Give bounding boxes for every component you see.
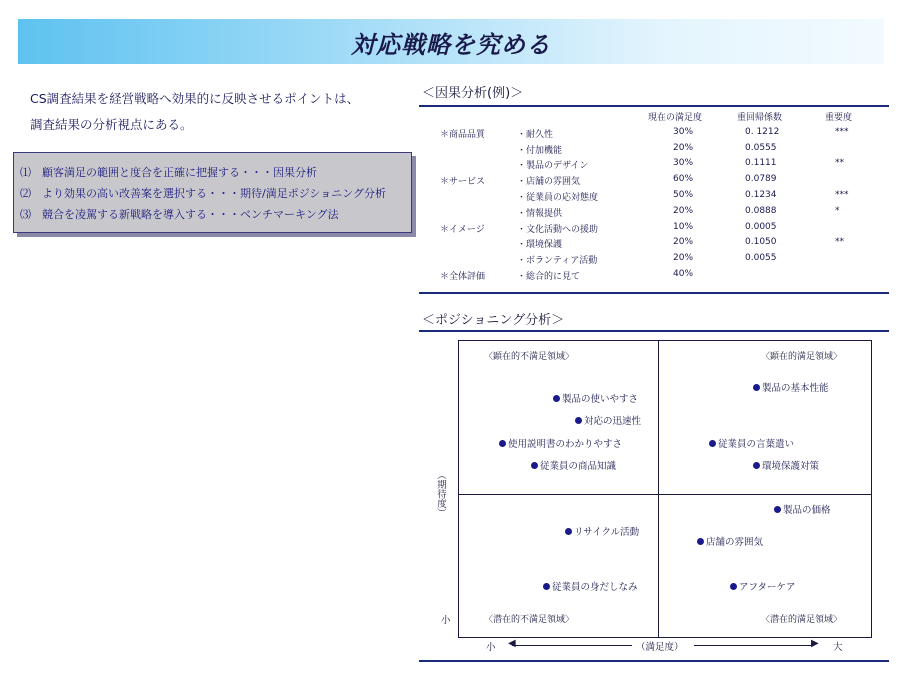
plot-point bbox=[575, 413, 641, 427]
intro-line-1: CS調査結果を経営戦略へ効果的に反映させるポイントは、 bbox=[30, 91, 360, 106]
coefficient-cell: 0.0055 bbox=[745, 253, 777, 264]
plot-point bbox=[753, 458, 819, 472]
coefficient-cell: 0.1111 bbox=[745, 158, 777, 169]
causal-analysis-title: ＜因果分析(例)＞ bbox=[422, 86, 524, 101]
plot-point bbox=[730, 579, 795, 593]
category-cell: ＊商品品質 bbox=[440, 129, 486, 140]
plot-point-label: 使用説明書のわかりやすさ bbox=[508, 439, 623, 450]
plot-point bbox=[553, 391, 638, 405]
satisfaction-cell: 60% bbox=[673, 174, 694, 185]
positioning-plot bbox=[458, 340, 872, 638]
importance-cell: ** bbox=[835, 237, 844, 248]
table-row bbox=[420, 173, 888, 189]
x-axis-large-label: 大 bbox=[833, 642, 843, 653]
point-marker-icon bbox=[753, 462, 760, 469]
point-marker-icon bbox=[565, 528, 572, 535]
x-axis-left-arrow-line bbox=[512, 645, 632, 646]
table-row bbox=[420, 268, 888, 284]
x-axis-small-label: 小 bbox=[486, 642, 496, 653]
satisfaction-cell: 30% bbox=[673, 158, 694, 169]
table-header-row bbox=[420, 110, 888, 126]
satisfaction-cell: 20% bbox=[673, 237, 694, 248]
satisfaction-cell: 20% bbox=[673, 253, 694, 264]
causal-bottom-rule bbox=[419, 292, 889, 294]
point-marker-icon bbox=[543, 583, 550, 590]
item-cell: ・店舗の雰囲気 bbox=[517, 177, 581, 188]
table-row bbox=[420, 189, 888, 205]
y-axis-label: （期待度） bbox=[435, 470, 446, 518]
arrow-right-icon: ▶ bbox=[811, 638, 819, 649]
point-marker-icon bbox=[753, 384, 760, 391]
title-bar bbox=[18, 19, 884, 64]
plot-point bbox=[531, 458, 616, 472]
category-cell: ＊イメージ bbox=[440, 224, 485, 235]
table-row bbox=[420, 252, 888, 268]
plot-point bbox=[709, 436, 794, 450]
satisfaction-cell: 30% bbox=[673, 126, 694, 137]
quadrant-label-bottom-left: 〈潜在的不満足領域〉 bbox=[484, 615, 575, 625]
intro-line-2: 調査結果の分析視点にある。 bbox=[30, 117, 193, 132]
point-marker-icon bbox=[531, 462, 538, 469]
key-point: ⑵ より効果の高い改善案を選択する・・・期待/満足ポジショニング分析 bbox=[20, 187, 386, 200]
plot-point bbox=[565, 524, 639, 538]
item-cell: ・環境保護 bbox=[517, 240, 563, 251]
plot-point-label: 対応の迅速性 bbox=[584, 416, 642, 427]
item-cell: ・従業員の応対態度 bbox=[517, 192, 599, 203]
item-cell: ・文化活動への援助 bbox=[517, 224, 599, 235]
page-title: 対応戦略を究める bbox=[351, 31, 551, 59]
table-row bbox=[420, 236, 888, 252]
header-importance: 重要度 bbox=[825, 113, 853, 123]
category-cell: ＊サービス bbox=[440, 177, 486, 188]
coefficient-cell: 0.0888 bbox=[745, 205, 777, 216]
satisfaction-cell: 50% bbox=[673, 189, 694, 200]
plot-point-label: 環境保護対策 bbox=[762, 461, 820, 472]
plot-point bbox=[753, 380, 829, 394]
point-marker-icon bbox=[730, 583, 737, 590]
table-row bbox=[420, 221, 888, 237]
point-marker-icon bbox=[709, 440, 716, 447]
plot-point bbox=[774, 502, 831, 516]
key-points-box bbox=[13, 152, 412, 233]
coefficient-cell: 0.0005 bbox=[745, 221, 777, 232]
plot-point-label: 店舗の雰囲気 bbox=[706, 537, 764, 548]
item-cell: ・付加機能 bbox=[517, 145, 563, 156]
point-marker-icon bbox=[774, 506, 781, 513]
point-marker-icon bbox=[553, 395, 560, 402]
table-row bbox=[420, 205, 888, 221]
key-point: ⑶ 競合を凌駕する新戦略を導入する・・・ベンチマーキング法 bbox=[20, 208, 339, 221]
plot-point bbox=[697, 534, 763, 548]
plot-point-label: アフターケア bbox=[739, 582, 796, 593]
quadrant-divider-vertical bbox=[658, 341, 659, 637]
point-marker-icon bbox=[575, 417, 582, 424]
causal-table bbox=[420, 110, 888, 284]
arrow-left-icon: ◀ bbox=[508, 638, 516, 649]
importance-cell: *** bbox=[835, 126, 849, 137]
coefficient-cell: 0.1234 bbox=[745, 189, 777, 200]
satisfaction-cell: 40% bbox=[673, 268, 694, 279]
satisfaction-cell: 20% bbox=[673, 142, 694, 153]
item-cell: ・耐久性 bbox=[517, 129, 554, 140]
quadrant-label-bottom-right: 〈潜在的満足領域〉 bbox=[761, 615, 843, 625]
plot-point-label: リサイクル活動 bbox=[574, 527, 640, 538]
point-marker-icon bbox=[499, 440, 506, 447]
satisfaction-cell: 10% bbox=[673, 221, 694, 232]
item-cell: ・情報提供 bbox=[517, 208, 563, 219]
x-axis-right-arrow-line bbox=[694, 645, 814, 646]
category-cell: ＊全体評価 bbox=[440, 271, 486, 282]
importance-cell: *** bbox=[835, 189, 849, 200]
coefficient-cell: 0.0789 bbox=[745, 174, 777, 185]
y-axis-small-label: 小 bbox=[441, 615, 451, 626]
causal-top-rule bbox=[419, 105, 889, 107]
table-row bbox=[420, 157, 888, 173]
key-point: ⑴ 顧客満足の範囲と度合を正確に把握する・・・因果分析 bbox=[20, 166, 317, 179]
plot-point-label: 従業員の言葉遣い bbox=[718, 439, 795, 450]
coefficient-cell: 0. 1212 bbox=[745, 126, 780, 137]
header-satisfaction: 現在の満足度 bbox=[648, 113, 703, 123]
plot-point-label: 製品の使いやすさ bbox=[562, 394, 639, 405]
item-cell: ・総合的に見て bbox=[517, 271, 581, 282]
header-coefficient: 重回帰係数 bbox=[737, 113, 783, 123]
satisfaction-cell: 20% bbox=[673, 205, 694, 216]
plot-point-label: 製品の価格 bbox=[783, 505, 831, 516]
quadrant-divider-horizontal bbox=[459, 494, 871, 495]
plot-point-label: 従業員の身だしなみ bbox=[552, 582, 638, 593]
item-cell: ・ボランティア活動 bbox=[517, 256, 598, 267]
table-row bbox=[420, 142, 888, 158]
positioning-bottom-rule bbox=[419, 660, 889, 662]
positioning-analysis-title: ＜ポジショニング分析＞ bbox=[422, 313, 565, 328]
importance-cell: * bbox=[835, 205, 840, 216]
importance-cell: ** bbox=[835, 158, 844, 169]
coefficient-cell: 0.0555 bbox=[745, 142, 777, 153]
plot-point-label: 従業員の商品知識 bbox=[540, 461, 617, 472]
intro-text bbox=[30, 86, 400, 138]
plot-point-label: 製品の基本性能 bbox=[762, 383, 829, 394]
table-row bbox=[420, 126, 888, 142]
x-axis-label: （満足度） bbox=[636, 642, 684, 653]
plot-point bbox=[543, 579, 638, 593]
positioning-top-rule bbox=[419, 330, 889, 332]
coefficient-cell: 0.1050 bbox=[745, 237, 777, 248]
quadrant-label-top-right: 〈顕在的満足領域〉 bbox=[761, 352, 843, 362]
item-cell: ・製品のデザイン bbox=[517, 161, 589, 172]
plot-point bbox=[499, 436, 622, 450]
point-marker-icon bbox=[697, 538, 704, 545]
quadrant-label-top-left: 〈顕在的不満足領域〉 bbox=[484, 352, 575, 362]
